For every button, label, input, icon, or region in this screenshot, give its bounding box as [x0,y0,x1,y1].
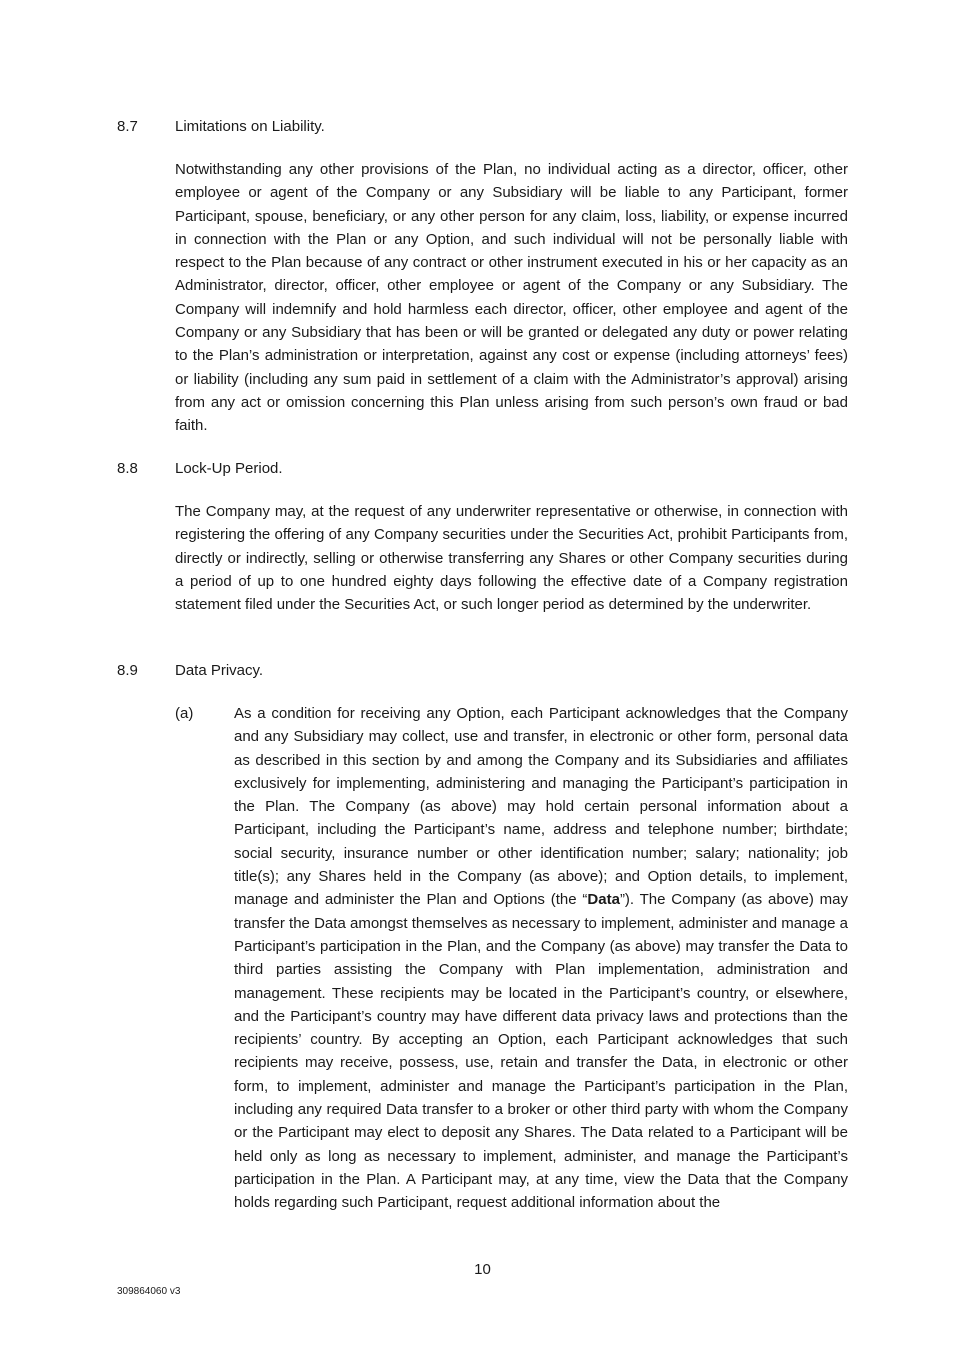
subsection-label: (a) [175,705,194,722]
subsection-text-part: As a condition for receiving any Option, each Participant acknowledges that the Company and any Subsidiary may collect, use and transfer, in electronic or other form, personal data as described in this section by and among the Company and its Subsidiaries and affiliates exclusively for implementing, administering and managing the Participant’s participation in the Plan. The Company (as above) may hold certain personal information about a Participant, including the Participant’s name, address and telephone number; birthdate; social security, insurance number or other identification number; salary; nationality; job title(s); any Shares held in the Company (as above); and Option details, to implement, manage and administer the Plan and Options (the “ [234,705,848,909]
section-number: 8.7 [117,118,138,135]
document-id: 309864060 v3 [117,1286,181,1297]
subsection-body [234,702,848,1215]
page-number: 10 [474,1261,491,1278]
section-number: 8.8 [117,460,138,477]
section-title: Lock-Up Period. [175,460,283,477]
defined-term: Data [587,891,620,909]
section-title: Limitations on Liability. [175,118,325,135]
section-body-8-8: The Company may, at the request of any underwriter representative or otherwise, in connection with registering the offering of any Company securities under the Securities Act, prohibit Participants from, directly or indirectly, selling or otherwise transferring any Shares or other Company securities during a period of up to one hundred eighty days following the effective date of a Company registration statement filed under the Securities Act, or such longer period as determined by the underwriter. [175,503,848,614]
section-title: Data Privacy. [175,662,264,679]
subsection-text-part: ”). The Company (as above) may transfer the Data amongst themselves as necessary to implement, administer and manage a Participant’s participation in the Plan, and the Company (as above) may transfer the Data to third parties assisting the Company with Plan implementation, administration and management. These recipients may be located in the Participant’s country, or elsewhere, and the Participant’s country may have different data privacy laws and protections than the recipients’ country. By accepting an Option, each Participant acknowledges that such recipients may receive, possess, use, retain and transfer the Data, in electronic or other form, to implement, administer and manage the Participant’s participation in the Plan, including any required Data transfer to a broker or other third party with whom the Company or the Participant may elect to deposit any Shares. The Data related to a Participant will be held only as long as necessary to implement, administer, and manage the Participant’s participation in the Plan. A Participant may, at any time, view the Data that the Company holds regarding such Participant, request additional information about the [234,891,849,1212]
section-number: 8.9 [117,662,138,679]
section-body-8-7: Notwithstanding any other provisions of the Plan, no individual acting as a director, officer, other employee or agent of the Company or any Subsidiary will be liable to any Participant, former Participant, spouse, beneficiary, or any other person for any claim, loss, liability, or expense incurred in connection with the Plan or any Option, and such individual will not be personally liable with respect to the Plan because of any contract or other instrument executed in his or her capacity as an Administrator, director, officer, other employee or agent of the Company or any Subsidiary. The Company will indemnify and hold harmless each director, officer, other employee and agent of the Company or any Subsidiary that has been or will be granted or delegated any duty or power relating to the Plan’s administration or interpretation, against any cost or expense (including attorneys’ fees) or liability (including any sum paid in settlement of a claim with the Administrator’s approval) arising from any act or omission concerning this Plan unless arising from such person’s own fraud or bad faith. [175,161,848,435]
